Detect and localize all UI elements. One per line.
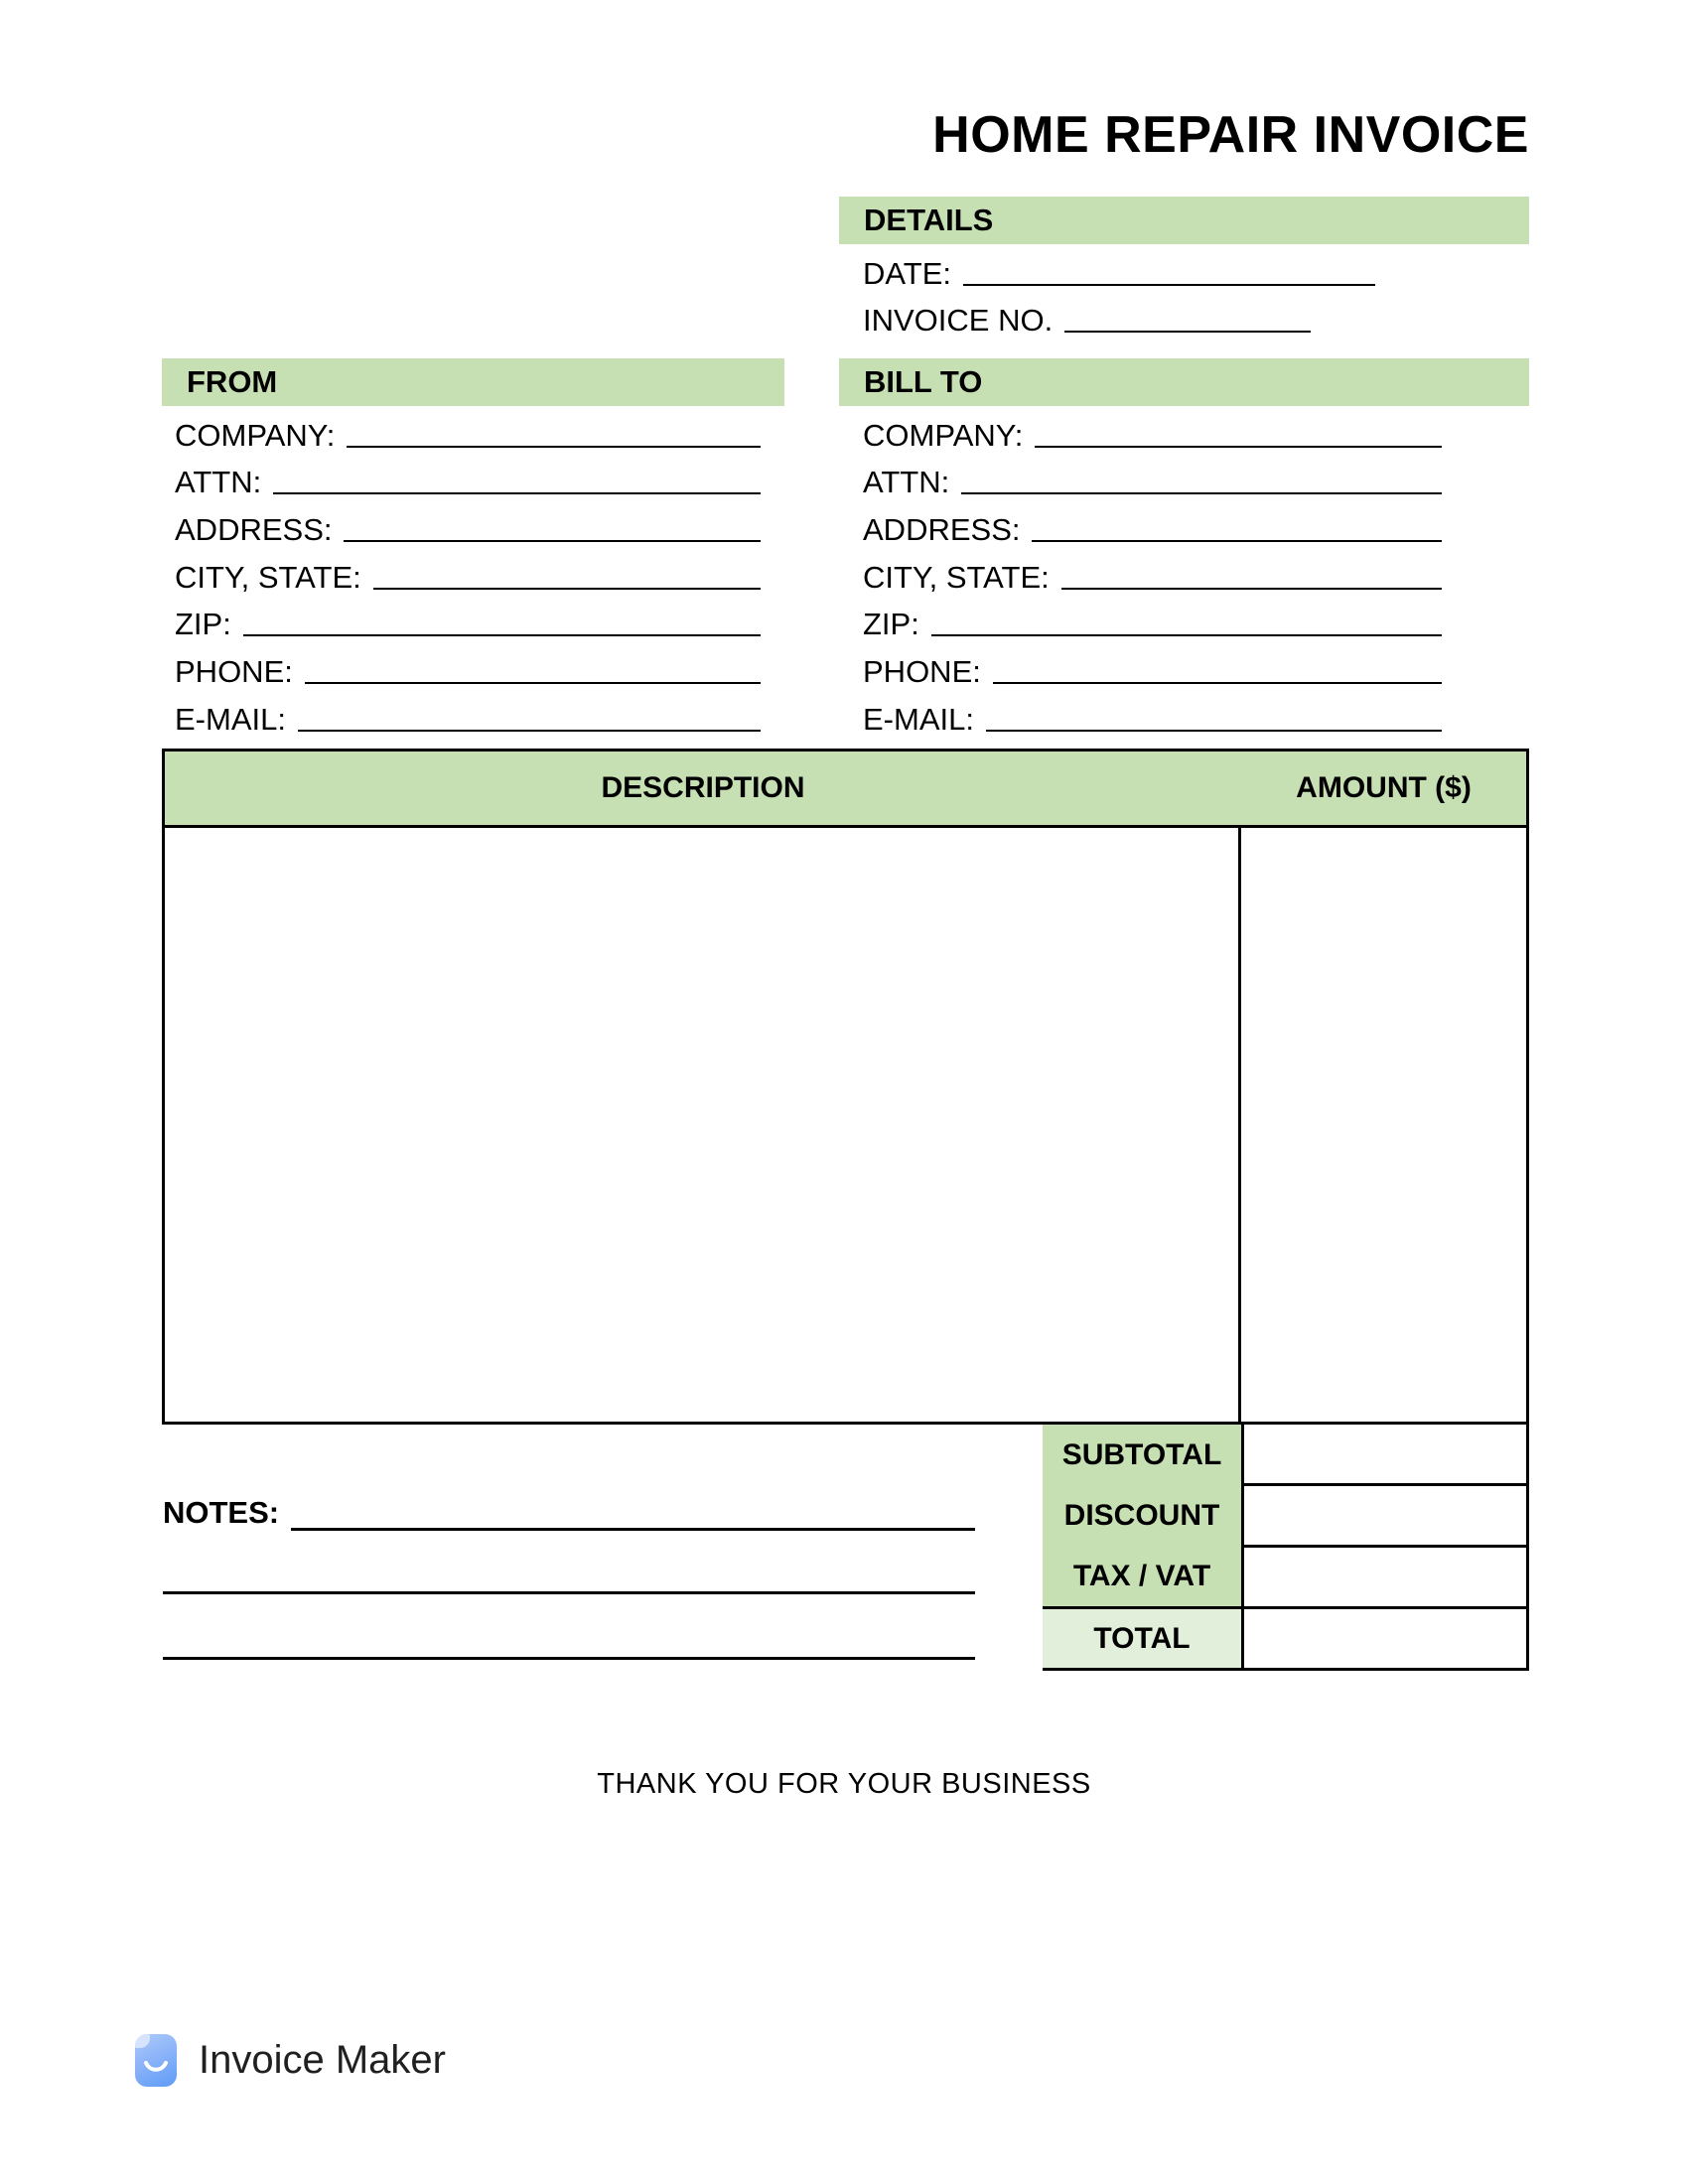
from-attn-input-line[interactable] [273,484,761,494]
bill-to-phone-label: PHONE: [863,654,981,690]
notes-label: NOTES: [163,1495,280,1530]
notes-row [163,1495,975,1531]
from-city-state-input-line[interactable] [373,580,761,590]
bill-to-phone-input-line[interactable] [993,674,1442,684]
bill-to-attn-input-line[interactable] [961,484,1442,494]
line-items-table [162,749,1529,1425]
amount-input-area[interactable] [1241,828,1526,1422]
bill-to-phone-row [863,642,1442,690]
from-header-label: FROM [187,364,278,399]
invoice-no-label: INVOICE NO. [863,303,1054,339]
invoice-no-input-line[interactable] [1064,323,1311,333]
bill-to-zip-row [863,596,1442,643]
bill-to-email-label: E-MAIL: [863,701,974,737]
from-phone-input-line[interactable] [305,674,761,684]
bill-to-zip-label: ZIP: [863,607,919,642]
subtotal-label: SUBTOTAL [1061,1437,1222,1471]
date-input-line[interactable] [963,276,1375,286]
bill-to-fields [863,406,1442,738]
from-email-row [175,690,761,738]
bill-to-address-row [863,500,1442,548]
description-input-area[interactable] [165,828,1241,1422]
bill-to-city-state-label: CITY, STATE: [863,559,1050,595]
total-label: TOTAL [1043,1609,1241,1671]
date-row [863,244,1375,292]
from-email-input-line[interactable] [298,722,761,732]
bill-to-company-label: COMPANY: [863,417,1024,453]
from-section-header [162,358,784,406]
bill-to-address-label: ADDRESS: [863,512,1021,548]
folded-corner-icon [135,2034,150,2048]
from-zip-input-line[interactable] [243,626,761,636]
details-fields [863,244,1375,339]
tax-vat-amount-cell[interactable] [1244,1548,1526,1609]
from-address-row [175,500,761,548]
notes-input-line-2[interactable] [163,1591,975,1594]
details-section-header [839,197,1529,244]
line-items-body [165,828,1526,1422]
bill-to-email-input-line[interactable] [986,722,1442,732]
totals-labels-group [1043,1425,1241,1609]
from-company-input-line[interactable] [347,438,761,448]
bill-to-zip-input-line[interactable] [931,626,1442,636]
from-attn-row [175,454,761,501]
invoice-maker-wordmark: Invoice Maker [199,2038,446,2082]
from-phone-row [175,642,761,690]
total-amount-cell[interactable] [1244,1609,1526,1671]
date-label: DATE: [863,255,951,291]
invoice-maker-logo [135,2034,446,2087]
details-header-label: DETAILS [864,203,994,237]
subtotal-amount-cell[interactable] [1244,1425,1526,1486]
invoice-maker-icon [135,2034,177,2087]
bill-to-header-label: BILL TO [864,364,983,399]
bill-to-company-row [863,406,1442,454]
smile-icon [144,2061,168,2074]
from-zip-row [175,596,761,643]
bill-to-attn-label: ATTN: [863,465,950,500]
line-items-header [165,751,1526,828]
page-title: HOME REPAIR INVOICE [932,106,1529,164]
notes-input-line-1[interactable] [291,1520,975,1531]
totals-block [1043,1425,1529,1671]
bill-to-section-header [839,358,1529,406]
bill-to-city-state-row [863,548,1442,596]
from-zip-label: ZIP: [175,607,231,642]
totals-amounts-column [1241,1425,1529,1671]
from-city-state-row [175,548,761,596]
from-city-state-label: CITY, STATE: [175,559,361,595]
from-address-input-line[interactable] [344,532,761,542]
from-company-label: COMPANY: [175,417,336,453]
from-phone-label: PHONE: [175,654,293,690]
bill-to-email-row [863,690,1442,738]
invoice-no-row [863,292,1311,340]
from-email-label: E-MAIL: [175,701,286,737]
from-company-row [175,406,761,454]
amount-column-header: AMOUNT ($) [1296,771,1472,804]
discount-label: DISCOUNT [1063,1498,1220,1532]
bill-to-attn-row [863,454,1442,501]
tax-vat-label: TAX / VAT [1072,1559,1211,1592]
from-fields [175,406,761,738]
discount-amount-cell[interactable] [1244,1486,1526,1548]
bill-to-company-input-line[interactable] [1035,438,1442,448]
notes-input-line-3[interactable] [163,1657,975,1660]
totals-labels-column [1043,1425,1241,1671]
bill-to-city-state-input-line[interactable] [1061,580,1442,590]
from-address-label: ADDRESS: [175,512,333,548]
from-attn-label: ATTN: [175,465,262,500]
description-column-header: DESCRIPTION [601,771,805,804]
thank-you-message: THANK YOU FOR YOUR BUSINESS [597,1768,1091,1800]
bill-to-address-input-line[interactable] [1032,532,1442,542]
